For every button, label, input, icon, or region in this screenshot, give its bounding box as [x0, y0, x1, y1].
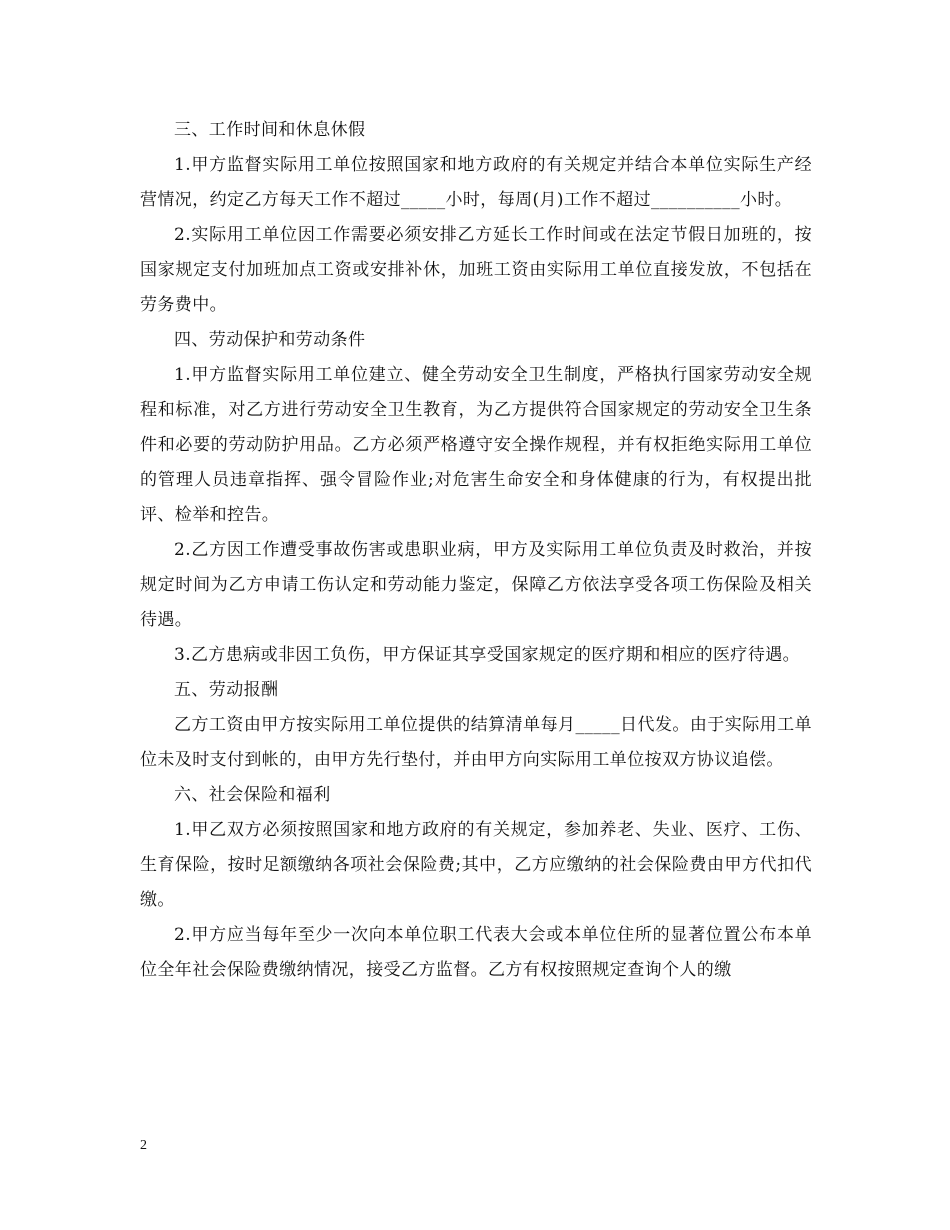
section-heading-4: 四、劳动保护和劳动条件 — [174, 330, 366, 350]
paragraph-4-3: 3.乙方患病或非因工负伤，甲方保证其享受国家规定的医疗期和相应的医疗待遇。 — [174, 645, 801, 665]
section-heading-3: 三、工作时间和休息休假 — [174, 120, 366, 140]
page-number: 2 — [140, 1138, 147, 1153]
paragraph-6-2: 2.甲方应当每年至少一次向本单位职工代表大会或本单位住所的显著位置公布本单位全年社会保险费缴纳情况，接受乙方监督。乙方有权按照规定查询个人的缴 — [140, 925, 812, 980]
section-heading-5: 五、劳动报酬 — [174, 680, 279, 700]
paragraph-4-1: 1.甲方监督实际用工单位建立、健全劳动安全卫生制度，严格执行国家劳动安全规程和标准，对乙方进行劳动安全卫生教育，为乙方提供符合国家规定的劳动安全卫生条件和必要的劳动防护用品。乙方必须严格遵守安全操作规程，并有权拒绝实际用工单位的管理人员违章指挥、强令冒险作业;对危害生命安全和身体健康的行为，有权提出批评、检举和控告。 — [140, 365, 812, 525]
paragraph-5-1: 乙方工资由甲方按实际用工单位提供的结算清单每月_____日代发。由于实际用工单位未及时支付到帐的，由甲方先行垫付，并由甲方向实际用工单位按双方协议追偿。 — [140, 715, 812, 770]
document-body — [140, 113, 812, 988]
paragraph-4-2: 2.乙方因工作遭受事故伤害或患职业病，甲方及实际用工单位负责及时救治，并按规定时间为乙方申请工伤认定和劳动能力鉴定，保障乙方依法享受各项工伤保险及相关待遇。 — [140, 540, 812, 630]
section-heading-6: 六、社会保险和福利 — [174, 785, 331, 805]
paragraph-3-2: 2.实际用工单位因工作需要必须安排乙方延长工作时间或在法定节假日加班的，按国家规定支付加班加点工资或安排补休，加班工资由实际用工单位直接发放，不包括在劳务费中。 — [140, 225, 812, 315]
paragraph-3-1: 1.甲方监督实际用工单位按照国家和地方政府的有关规定并结合本单位实际生产经营情况，约定乙方每天工作不超过_____小时，每周(月)工作不超过__________小时。 — [140, 155, 812, 210]
paragraph-6-1: 1.甲乙双方必须按照国家和地方政府的有关规定，参加养老、失业、医疗、工伤、生育保险，按时足额缴纳各项社会保险费;其中，乙方应缴纳的社会保险费由甲方代扣代缴。 — [140, 820, 812, 910]
